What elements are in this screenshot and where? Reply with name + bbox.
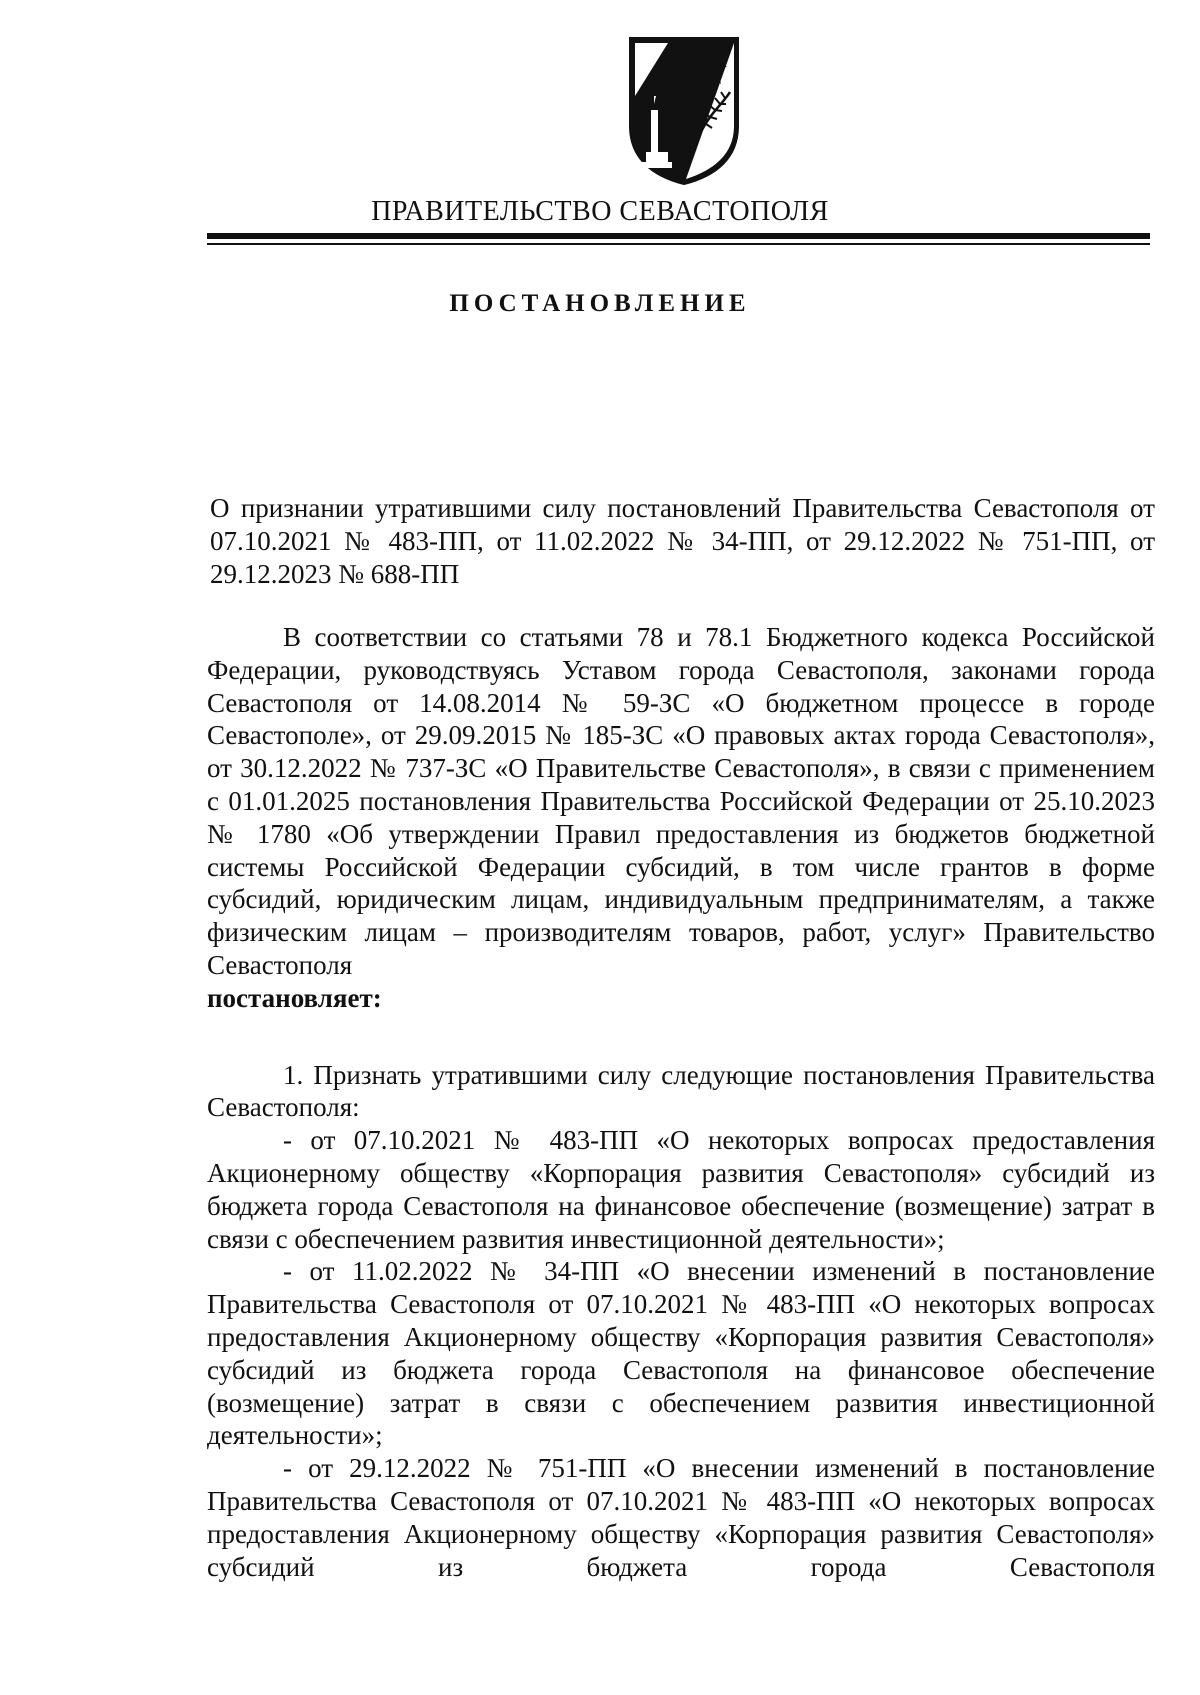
repealed-decree-34: - от 11.02.2022 № 34-ПП «О внесении изменений в постановление Правительства Севастополя от 07.10.2021 № 483-ПП «О некоторых вопросах предоставления Акционерному обществу «Корпорация развития Севастополя» субсидий из бюджета города Севастополя на финансовое обеспечение (возмещение) затрат в связи с обеспечением развития инвестиционной деятельности»; — [207, 1256, 1155, 1451]
preamble-text: В соответствии со статьями 78 и 78.1 Бюджетного кодекса Российской Федерации, руководствуясь Уставом города Севастополя, законами города Севастополя от 14.08.2014 № 59-ЗС «О бюджетном процессе в городе Севастополе», от 29.09.2015 № 185-ЗС «О правовых актах города Севастополя», от 30.12.2022 № 737-ЗС «О Правительстве Севастополя», в связи с применением с 01.01.2025 постановления Правительства Российской Федерации от 25.10.2023 № 1780 «Об утверждении Правил предоставления из бюджетов бюджетной системы Российской Федерации субсидий, в том числе грантов в форме субсидий, юридическим лицам, индивидуальным предпринимателям, а также физическим лицам – производителям товаров, работ, услуг» Правительство Севастополя — [207, 622, 1155, 980]
header-rule-thick — [207, 233, 1150, 239]
paragraph-gap — [207, 1015, 1155, 1059]
item-1-intro: 1. Признать утратившими силу следующие постановления Правительства Севастополя: — [207, 1059, 1155, 1123]
coat-of-arms-icon — [626, 34, 742, 186]
document-body — [207, 621, 1155, 1583]
preamble-paragraph — [207, 621, 1155, 1015]
org-name: ПРАВИТЕЛЬСТВО СЕВАСТОПОЛЯ — [371, 196, 829, 227]
repealed-decree-751: - от 29.12.2022 № 751-ПП «О внесении изменений в постановление Правительства Севастополя от 07.10.2021 № 483-ПП «О некоторых вопросах предоставления Акционерному обществу «Корпорация развития Севастополя» субсидий из бюджета города Севастополя — [207, 1453, 1155, 1582]
repealed-decree-483: - от 07.10.2021 № 483-ПП «О некоторых вопросах предоставления Акционерному обществу «Корпорация развития Севастополя» субсидий из бюджета города Севастополя на финансовое обеспечение (возмещение) затрат в связи с обеспечением развития инвестиционной деятельности»; — [207, 1125, 1155, 1254]
header-rule-thin — [207, 243, 1150, 245]
decree-word: постановляет: — [207, 982, 382, 1013]
document-title: О признании утратившими силу постановлений Правительства Севастополя от 07.10.2021 № 483-ПП, от 11.02.2022 № 34-ПП, от 29.12.2022 № 751-ПП, от 29.12.2023 № 688-ПП — [210, 493, 1155, 589]
document-type-heading: ПОСТАНОВЛЕНИЕ — [449, 290, 751, 317]
